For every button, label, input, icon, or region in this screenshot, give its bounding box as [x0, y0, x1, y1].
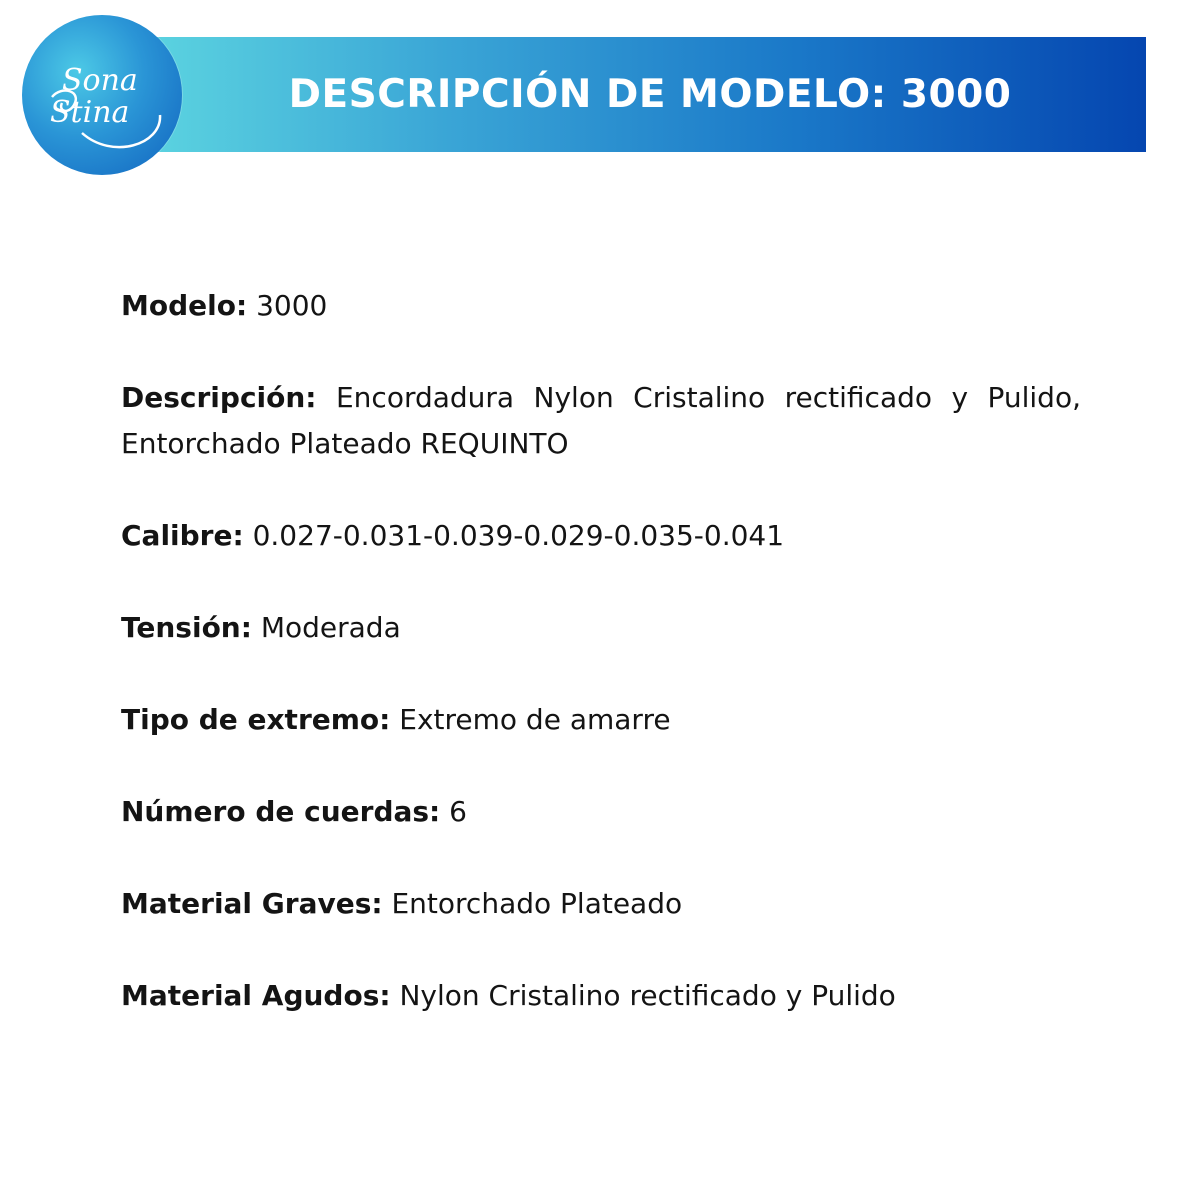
spec-label: Tensión: — [121, 611, 252, 644]
spec-value: Extremo de amarre — [399, 703, 671, 736]
spec-tension — [121, 605, 1081, 651]
spec-label: Descripción: — [121, 381, 317, 414]
spec-value: Encordadura Nylon Cristalino rectificado y Pulido, Entorchado Plateado REQUINTO — [121, 381, 1081, 460]
spec-label: Número de cuerdas: — [121, 795, 441, 828]
spec-numero-cuerdas — [121, 789, 1081, 835]
spec-descripcion — [121, 375, 1081, 467]
spec-value: Nylon Cristalino rectificado y Pulido — [399, 979, 896, 1012]
spec-tipo-extremo — [121, 697, 1081, 743]
spec-value: 0.027-0.031-0.039-0.029-0.035-0.041 — [252, 519, 785, 552]
logo-text-line1: Sona — [62, 63, 138, 98]
spec-label: Tipo de extremo: — [121, 703, 391, 736]
spec-modelo — [121, 283, 1081, 329]
sonastina-logo — [22, 15, 182, 175]
spec-label: Material Graves: — [121, 887, 383, 920]
spec-value: Moderada — [260, 611, 401, 644]
spec-value: Entorchado Plateado — [391, 887, 683, 920]
logo-text-line2: Stina — [50, 95, 130, 130]
spec-material-agudos — [121, 973, 1081, 1019]
header-banner — [150, 37, 1146, 152]
spec-label: Material Agudos: — [121, 979, 391, 1012]
spec-value: 3000 — [256, 289, 328, 322]
spec-label: Modelo: — [121, 289, 248, 322]
spec-material-graves — [121, 881, 1081, 927]
spec-calibre — [121, 513, 1081, 559]
page-title: DESCRIPCIÓN DE MODELO: 3000 — [288, 72, 1012, 117]
sonastina-logo-icon — [22, 15, 182, 175]
spec-label: Calibre: — [121, 519, 244, 552]
spec-value: 6 — [449, 795, 467, 828]
